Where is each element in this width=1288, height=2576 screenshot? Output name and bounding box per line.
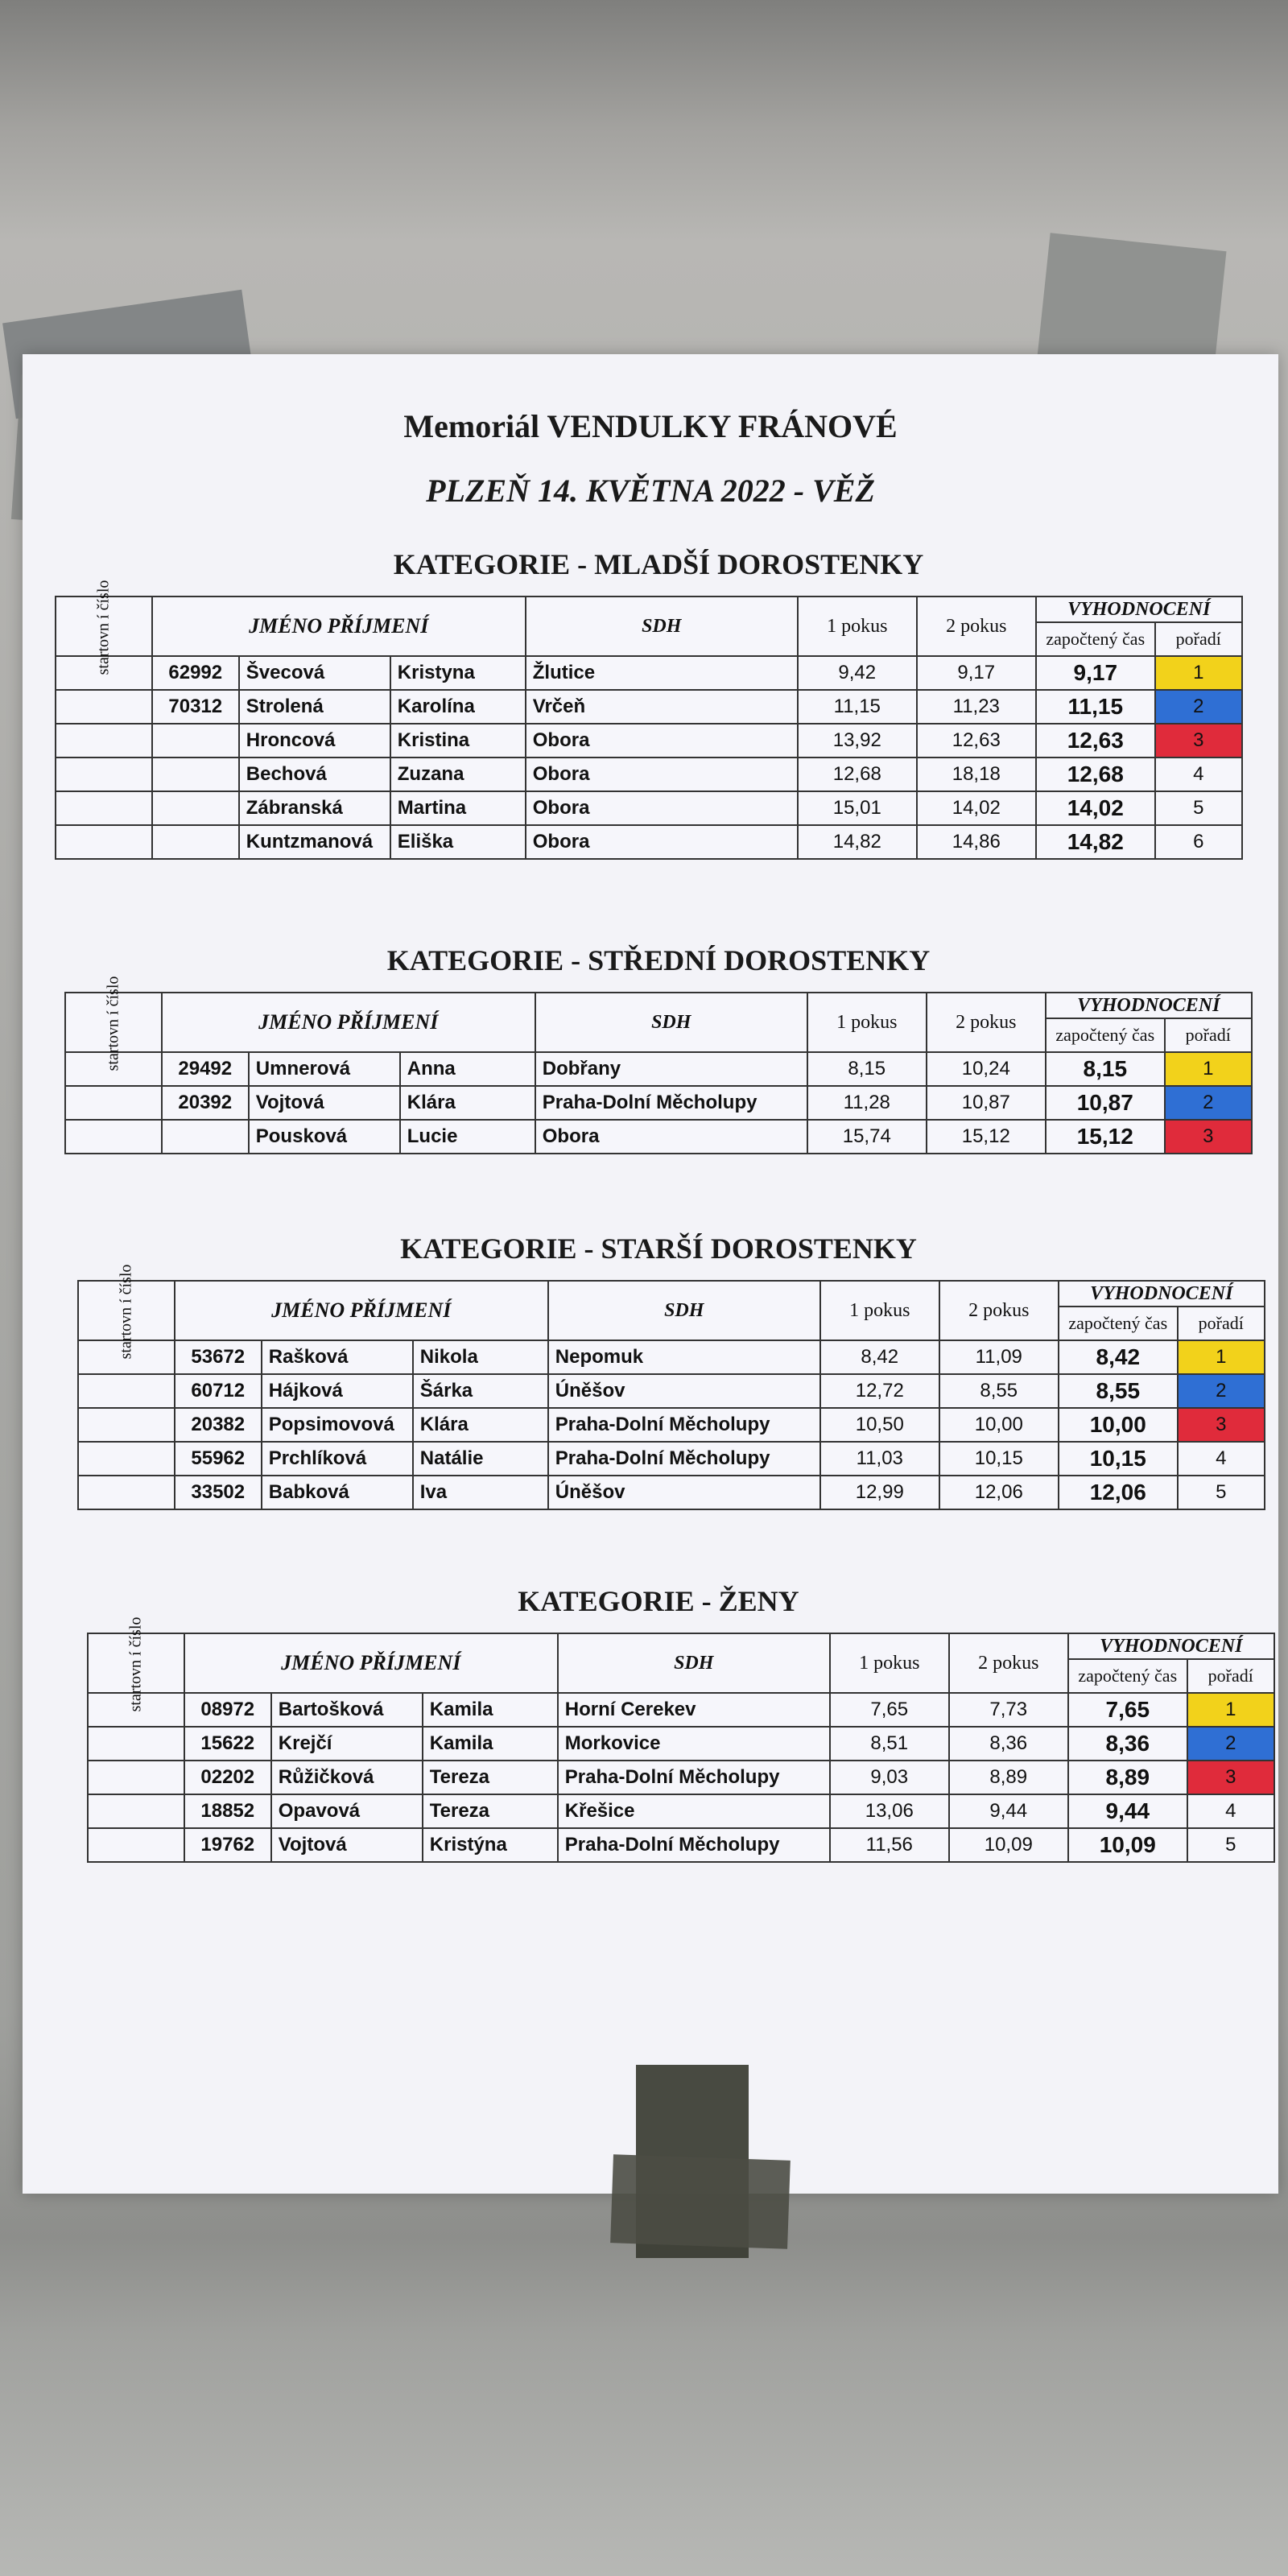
table-row	[56, 791, 1242, 825]
header-evaluation: VYHODNOCENÍ	[1059, 1281, 1265, 1307]
attempt-2-time: 11,23	[917, 690, 1036, 724]
event-subtitle: PLZEŇ 14. KVĚTNA 2022 - VĚŽ	[426, 473, 875, 509]
competitor-number	[162, 1120, 249, 1154]
counted-time: 9,44	[1068, 1794, 1187, 1828]
rank-badge: 1	[1178, 1340, 1265, 1374]
first-name: Kamila	[423, 1693, 558, 1727]
attempt-1-time: 15,74	[807, 1120, 927, 1154]
table-row	[88, 1794, 1274, 1828]
surname: Opavová	[271, 1794, 423, 1828]
attempt-1-time: 13,92	[798, 724, 917, 758]
surname: Vojtová	[249, 1086, 400, 1120]
start-cell	[78, 1476, 175, 1509]
first-name: Martina	[390, 791, 526, 825]
first-name: Tereza	[423, 1761, 558, 1794]
first-name: Kristýna	[423, 1828, 558, 1862]
rank-badge: 2	[1187, 1727, 1274, 1761]
header-start-number	[56, 580, 152, 675]
attempt-2-time: 10,24	[927, 1052, 1046, 1086]
table-row	[65, 1052, 1252, 1086]
attempt-1-time: 13,06	[830, 1794, 949, 1828]
attempt-2-time: 9,17	[917, 656, 1036, 690]
attempt-1-time: 9,03	[830, 1761, 949, 1794]
rank-badge: 2	[1155, 690, 1242, 724]
tape-strip	[610, 2154, 791, 2249]
attempt-1-time: 12,68	[798, 758, 917, 791]
counted-time: 9,17	[1036, 656, 1155, 690]
table-row	[78, 1476, 1265, 1509]
counted-time: 15,12	[1046, 1120, 1165, 1154]
competitor-number	[152, 825, 239, 859]
sdh-club: Úněšov	[548, 1374, 820, 1408]
attempt-2-time: 12,63	[917, 724, 1036, 758]
rank-badge: 4	[1155, 758, 1242, 791]
header-evaluation: VYHODNOCENÍ	[1046, 993, 1252, 1018]
counted-time: 11,15	[1036, 690, 1155, 724]
surname: Prchlíková	[262, 1442, 413, 1476]
results-table	[55, 580, 1243, 860]
rank-badge: 3	[1187, 1761, 1274, 1794]
attempt-2-time: 10,00	[939, 1408, 1059, 1442]
first-name: Nikola	[413, 1340, 548, 1374]
results-table	[64, 976, 1253, 1154]
counted-time: 10,09	[1068, 1828, 1187, 1862]
rank-badge: 5	[1178, 1476, 1265, 1509]
competitor-number: 20382	[175, 1408, 262, 1442]
attempt-2-time: 8,89	[949, 1761, 1068, 1794]
surname: Strolená	[239, 690, 390, 724]
table-row	[56, 690, 1242, 724]
header-attempt-1: 1 pokus	[830, 1633, 949, 1693]
header-attempt-2: 2 pokus	[927, 993, 1046, 1052]
header-start-label: startovn í číslo	[104, 976, 122, 1071]
header-sdh: SDH	[548, 1281, 820, 1340]
attempt-1-time: 8,51	[830, 1727, 949, 1761]
surname: Pousková	[249, 1120, 400, 1154]
header-attempt-1: 1 pokus	[798, 597, 917, 656]
header-attempt-2: 2 pokus	[939, 1281, 1059, 1340]
counted-time: 10,00	[1059, 1408, 1178, 1442]
attempt-2-time: 15,12	[927, 1120, 1046, 1154]
surname: Švecová	[239, 656, 390, 690]
header-start-number	[88, 1616, 184, 1712]
rank-badge: 4	[1187, 1794, 1274, 1828]
counted-time: 12,06	[1059, 1476, 1178, 1509]
table-row	[78, 1442, 1265, 1476]
category-title: KATEGORIE - STARŠÍ DOROSTENKY	[400, 1232, 917, 1265]
header-counted-time: započtený čas	[1046, 1018, 1165, 1052]
first-name: Klára	[413, 1408, 548, 1442]
header-counted-time: započtený čas	[1068, 1659, 1187, 1693]
start-cell	[88, 1727, 184, 1761]
attempt-1-time: 11,15	[798, 690, 917, 724]
rank-badge: 3	[1155, 724, 1242, 758]
header-rank: pořadí	[1178, 1307, 1265, 1340]
attempt-2-time: 7,73	[949, 1693, 1068, 1727]
competitor-number: 29492	[162, 1052, 249, 1086]
attempt-1-time: 11,28	[807, 1086, 927, 1120]
sdh-club: Obora	[526, 825, 798, 859]
start-cell	[78, 1442, 175, 1476]
table-row	[56, 758, 1242, 791]
header-attempt-2: 2 pokus	[949, 1633, 1068, 1693]
first-name: Šárka	[413, 1374, 548, 1408]
attempt-2-time: 9,44	[949, 1794, 1068, 1828]
first-name: Anna	[400, 1052, 535, 1086]
surname: Hroncová	[239, 724, 390, 758]
header-evaluation: VYHODNOCENÍ	[1036, 597, 1242, 622]
first-name: Karolína	[390, 690, 526, 724]
table-row	[88, 1761, 1274, 1794]
start-cell	[88, 1761, 184, 1794]
surname: Bartošková	[271, 1693, 423, 1727]
header-name: JMÉNO PŘÍJMENÍ	[152, 597, 526, 656]
start-cell	[56, 791, 152, 825]
header-start-label: startovn í číslo	[117, 1264, 135, 1360]
counted-time: 7,65	[1068, 1693, 1187, 1727]
category-title: KATEGORIE - MLADŠÍ DOROSTENKY	[393, 548, 924, 580]
sdh-club: Obora	[526, 758, 798, 791]
attempt-2-time: 18,18	[917, 758, 1036, 791]
start-cell	[65, 1086, 162, 1120]
competitor-number: 70312	[152, 690, 239, 724]
sdh-club: Úněšov	[548, 1476, 820, 1509]
header-attempt-1: 1 pokus	[820, 1281, 939, 1340]
sdh-club: Vrčeň	[526, 690, 798, 724]
first-name: Kamila	[423, 1727, 558, 1761]
table-row	[65, 1120, 1252, 1154]
competitor-number: 19762	[184, 1828, 271, 1862]
header-start-label: startovn í číslo	[94, 580, 113, 675]
attempt-2-time: 10,15	[939, 1442, 1059, 1476]
counted-time: 12,68	[1036, 758, 1155, 791]
attempt-1-time: 15,01	[798, 791, 917, 825]
surname: Popsimovová	[262, 1408, 413, 1442]
header-start-label: startovn í číslo	[126, 1616, 145, 1712]
header-rank: pořadí	[1155, 622, 1242, 656]
counted-time: 8,15	[1046, 1052, 1165, 1086]
competitor-number: 62992	[152, 656, 239, 690]
attempt-1-time: 10,50	[820, 1408, 939, 1442]
sdh-club: Praha-Dolní Měcholupy	[558, 1761, 830, 1794]
rank-badge: 2	[1165, 1086, 1252, 1120]
header-sdh: SDH	[535, 993, 807, 1052]
first-name: Iva	[413, 1476, 548, 1509]
attempt-2-time: 10,87	[927, 1086, 1046, 1120]
table-row	[78, 1374, 1265, 1408]
attempt-2-time: 14,86	[917, 825, 1036, 859]
table-row	[56, 724, 1242, 758]
first-name: Lucie	[400, 1120, 535, 1154]
header-sdh: SDH	[558, 1633, 830, 1693]
surname: Růžičková	[271, 1761, 423, 1794]
attempt-1-time: 12,99	[820, 1476, 939, 1509]
surname: Umnerová	[249, 1052, 400, 1086]
rank-badge: 1	[1155, 656, 1242, 690]
header-start-number	[65, 976, 162, 1071]
first-name: Natálie	[413, 1442, 548, 1476]
counted-time: 14,02	[1036, 791, 1155, 825]
sdh-club: Horní Cerekev	[558, 1693, 830, 1727]
counted-time: 12,63	[1036, 724, 1155, 758]
competitor-number: 53672	[175, 1340, 262, 1374]
rank-badge: 6	[1155, 825, 1242, 859]
rank-badge: 5	[1187, 1828, 1274, 1862]
counted-time: 8,89	[1068, 1761, 1187, 1794]
counted-time: 8,55	[1059, 1374, 1178, 1408]
event-title: Memoriál VENDULKY FRÁNOVÉ	[403, 408, 898, 444]
table-row	[88, 1693, 1274, 1727]
surname: Bechová	[239, 758, 390, 791]
counted-time: 14,82	[1036, 825, 1155, 859]
counted-time: 8,36	[1068, 1727, 1187, 1761]
attempt-2-time: 14,02	[917, 791, 1036, 825]
header-rank: pořadí	[1187, 1659, 1274, 1693]
counted-time: 10,15	[1059, 1442, 1178, 1476]
attempt-1-time: 9,42	[798, 656, 917, 690]
start-cell	[56, 758, 152, 791]
attempt-2-time: 12,06	[939, 1476, 1059, 1509]
header-sdh: SDH	[526, 597, 798, 656]
sdh-club: Morkovice	[558, 1727, 830, 1761]
table-row	[88, 1828, 1274, 1862]
sdh-club: Praha-Dolní Měcholupy	[535, 1086, 807, 1120]
rank-badge: 2	[1178, 1374, 1265, 1408]
category-title: KATEGORIE - ŽENY	[518, 1585, 799, 1617]
sdh-club: Praha-Dolní Měcholupy	[558, 1828, 830, 1862]
header-evaluation: VYHODNOCENÍ	[1068, 1633, 1274, 1659]
competitor-number: 08972	[184, 1693, 271, 1727]
attempt-1-time: 8,42	[820, 1340, 939, 1374]
surname: Hájková	[262, 1374, 413, 1408]
header-name: JMÉNO PŘÍJMENÍ	[184, 1633, 558, 1693]
attempt-2-time: 11,09	[939, 1340, 1059, 1374]
counted-time: 10,87	[1046, 1086, 1165, 1120]
results-sheet	[23, 354, 1278, 2194]
rank-badge: 1	[1165, 1052, 1252, 1086]
attempt-2-time: 8,36	[949, 1727, 1068, 1761]
surname: Krejčí	[271, 1727, 423, 1761]
start-cell	[65, 1120, 162, 1154]
start-cell	[56, 825, 152, 859]
table-row	[88, 1727, 1274, 1761]
first-name: Kristina	[390, 724, 526, 758]
header-attempt-1: 1 pokus	[807, 993, 927, 1052]
counted-time: 8,42	[1059, 1340, 1178, 1374]
sdh-club: Praha-Dolní Měcholupy	[548, 1442, 820, 1476]
start-cell	[78, 1374, 175, 1408]
rank-badge: 3	[1178, 1408, 1265, 1442]
header-name: JMÉNO PŘÍJMENÍ	[175, 1281, 548, 1340]
competitor-number: 55962	[175, 1442, 262, 1476]
first-name: Eliška	[390, 825, 526, 859]
header-attempt-2: 2 pokus	[917, 597, 1036, 656]
attempt-1-time: 8,15	[807, 1052, 927, 1086]
start-cell	[56, 690, 152, 724]
attempt-1-time: 11,03	[820, 1442, 939, 1476]
competitor-number: 33502	[175, 1476, 262, 1509]
table-row	[56, 656, 1242, 690]
header-counted-time: započtený čas	[1036, 622, 1155, 656]
competitor-number: 15622	[184, 1727, 271, 1761]
first-name: Zuzana	[390, 758, 526, 791]
header-rank: pořadí	[1165, 1018, 1252, 1052]
results-table	[77, 1264, 1265, 1510]
attempt-1-time: 11,56	[830, 1828, 949, 1862]
table-row	[78, 1340, 1265, 1374]
rank-badge: 5	[1155, 791, 1242, 825]
sdh-club: Praha-Dolní Měcholupy	[548, 1408, 820, 1442]
attempt-2-time: 8,55	[939, 1374, 1059, 1408]
competitor-number: 60712	[175, 1374, 262, 1408]
rank-badge: 3	[1165, 1120, 1252, 1154]
table-row	[56, 825, 1242, 859]
sdh-club: Křešice	[558, 1794, 830, 1828]
first-name: Kristyna	[390, 656, 526, 690]
table-row	[65, 1086, 1252, 1120]
results-table	[87, 1616, 1275, 1863]
surname: Rašková	[262, 1340, 413, 1374]
first-name: Klára	[400, 1086, 535, 1120]
sdh-club: Nepomuk	[548, 1340, 820, 1374]
start-cell	[56, 724, 152, 758]
start-cell	[88, 1828, 184, 1862]
sdh-club: Obora	[535, 1120, 807, 1154]
attempt-2-time: 10,09	[949, 1828, 1068, 1862]
surname: Babková	[262, 1476, 413, 1509]
header-counted-time: započtený čas	[1059, 1307, 1178, 1340]
sdh-club: Obora	[526, 724, 798, 758]
rank-badge: 1	[1187, 1693, 1274, 1727]
surname: Zábranská	[239, 791, 390, 825]
competitor-number: 18852	[184, 1794, 271, 1828]
attempt-1-time: 7,65	[830, 1693, 949, 1727]
rank-badge: 4	[1178, 1442, 1265, 1476]
header-start-number	[78, 1264, 175, 1360]
competitor-number: 02202	[184, 1761, 271, 1794]
competitor-number	[152, 724, 239, 758]
sdh-club: Žlutice	[526, 656, 798, 690]
start-cell	[78, 1408, 175, 1442]
surname: Kuntzmanová	[239, 825, 390, 859]
competitor-number	[152, 791, 239, 825]
sdh-club: Dobřany	[535, 1052, 807, 1086]
first-name: Tereza	[423, 1794, 558, 1828]
table-row	[78, 1408, 1265, 1442]
surname: Vojtová	[271, 1828, 423, 1862]
start-cell	[88, 1794, 184, 1828]
sdh-club: Obora	[526, 791, 798, 825]
attempt-1-time: 12,72	[820, 1374, 939, 1408]
competitor-number	[152, 758, 239, 791]
category-title: KATEGORIE - STŘEDNÍ DOROSTENKY	[386, 944, 931, 976]
competitor-number: 20392	[162, 1086, 249, 1120]
attempt-1-time: 14,82	[798, 825, 917, 859]
header-name: JMÉNO PŘÍJMENÍ	[162, 993, 535, 1052]
